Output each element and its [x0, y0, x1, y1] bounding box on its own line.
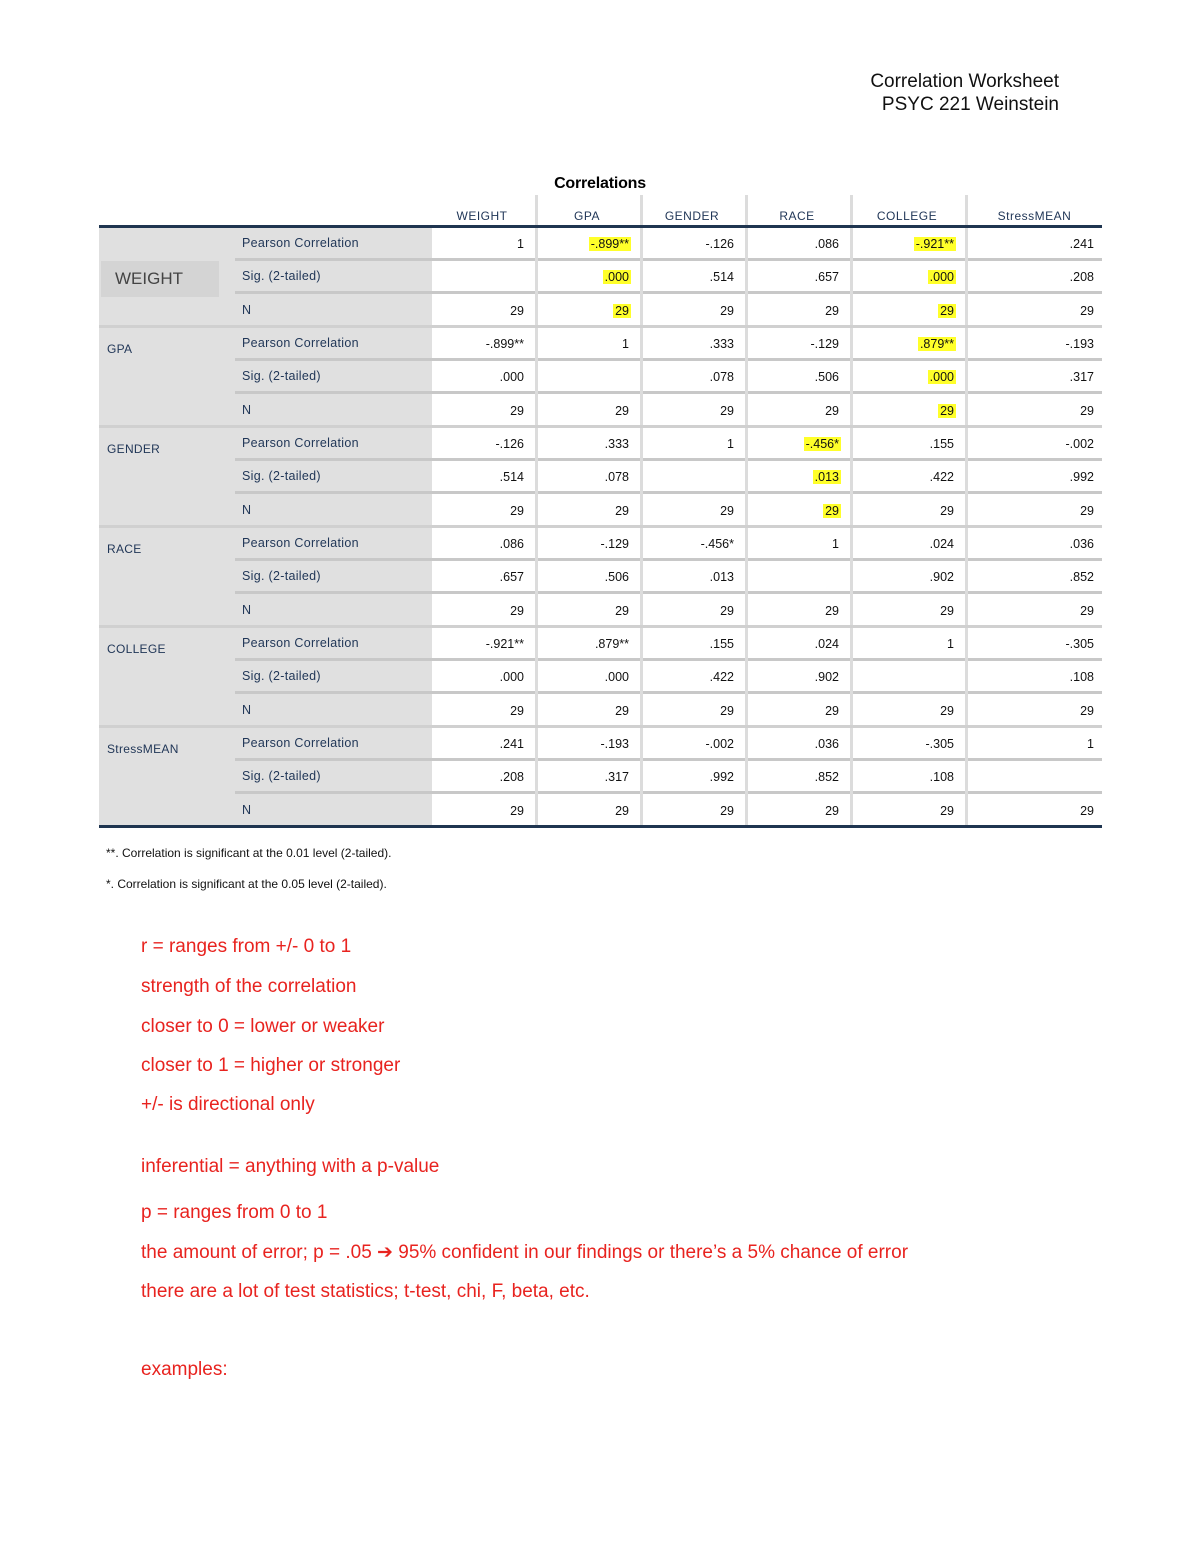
- cell-text: .078: [709, 370, 734, 384]
- cell-text: .208: [1069, 270, 1094, 284]
- cell-text: 29: [510, 504, 524, 518]
- cell-text: .852: [814, 770, 839, 784]
- cell-value: [852, 301, 956, 321]
- cell-value: [967, 634, 1096, 654]
- cell-value: [642, 767, 736, 787]
- cell-value: [537, 401, 631, 421]
- row-label: GPA: [107, 342, 133, 356]
- cell-text: .013: [814, 470, 839, 484]
- cell-value: [967, 567, 1096, 587]
- cell-text: 29: [615, 504, 629, 518]
- cell-value: [642, 634, 736, 654]
- cell-text: 1: [832, 537, 839, 551]
- cell-text: .422: [709, 670, 734, 684]
- cell-value: [852, 567, 956, 587]
- cell-text: .506: [604, 570, 629, 584]
- cell-value: [642, 801, 736, 821]
- cell-text: [952, 670, 956, 684]
- cell-text: 29: [825, 504, 839, 518]
- cell-value: [747, 267, 841, 287]
- cell-text: 29: [1080, 504, 1094, 518]
- cell-value: [967, 467, 1096, 487]
- cell-text: [732, 470, 736, 484]
- cell-value: [747, 501, 841, 521]
- cell-text: 29: [510, 304, 524, 318]
- cell-value: [642, 601, 736, 621]
- cell-text: 29: [615, 304, 629, 318]
- cell-text: 29: [825, 604, 839, 618]
- cell-text: -.305: [925, 737, 954, 751]
- cell-value: [432, 534, 526, 554]
- cell-text: -.305: [1065, 637, 1094, 651]
- cell-value: [537, 801, 631, 821]
- cell-value: [967, 434, 1096, 454]
- cell-text: 1: [517, 237, 524, 251]
- stat-row: [99, 495, 1102, 528]
- cell-value: [747, 301, 841, 321]
- stat-row: [99, 361, 1102, 394]
- row-label: WEIGHT: [101, 261, 219, 297]
- cell-value: [432, 801, 526, 821]
- cell-value: [642, 734, 736, 754]
- cell-text: -.456*: [700, 537, 734, 551]
- cell-value: [537, 367, 631, 387]
- cell-value: [747, 401, 841, 421]
- cell-value: [642, 334, 736, 354]
- cell-value: [642, 467, 736, 487]
- cell-value: [537, 501, 631, 521]
- stat-row: [99, 795, 1102, 828]
- correlations-table: [99, 195, 1102, 828]
- cell-text: -.129: [810, 337, 839, 351]
- stat-label: N: [242, 503, 252, 517]
- cell-value: [432, 634, 526, 654]
- cell-text: .514: [709, 270, 734, 284]
- stat-label: Sig. (2-tailed): [242, 369, 321, 383]
- cell-text: 29: [720, 304, 734, 318]
- footnote-001: **. Correlation is significant at the 0.01 level (2-tailed).: [106, 846, 392, 860]
- cell-text: 29: [1080, 804, 1094, 818]
- stat-row: [99, 628, 1102, 661]
- stat-row: [99, 695, 1102, 728]
- cell-text: -.126: [495, 437, 524, 451]
- cell-text: 29: [825, 404, 839, 418]
- note-line: r = ranges from +/- 0 to 1: [141, 936, 352, 957]
- cell-value: [432, 567, 526, 587]
- table-title: Correlations: [554, 175, 646, 192]
- cell-value: [537, 301, 631, 321]
- cell-text: -.456*: [805, 437, 839, 451]
- stat-label: N: [242, 403, 252, 417]
- cell-value: [967, 401, 1096, 421]
- cell-text: 1: [947, 637, 954, 651]
- cell-value: [432, 434, 526, 454]
- stat-row: [99, 261, 1102, 294]
- cell-text: .208: [499, 770, 524, 784]
- cell-value: [747, 334, 841, 354]
- stat-label: N: [242, 303, 252, 317]
- cell-text: 1: [1087, 737, 1094, 751]
- cell-value: [852, 434, 956, 454]
- cell-value: [642, 367, 736, 387]
- cell-text: 29: [1080, 404, 1094, 418]
- row-group-college: [99, 628, 1102, 728]
- cell-value: [432, 301, 526, 321]
- stat-label: Sig. (2-tailed): [242, 769, 321, 783]
- cell-text: -.899**: [590, 237, 629, 251]
- cell-text: 29: [720, 604, 734, 618]
- cell-value: [967, 801, 1096, 821]
- cell-text: .000: [929, 270, 954, 284]
- cell-value: [537, 267, 631, 287]
- cell-value: [747, 634, 841, 654]
- cell-text: .241: [499, 737, 524, 751]
- row-label: StressMEAN: [107, 742, 179, 756]
- cell-value: [852, 367, 956, 387]
- cell-value: [852, 701, 956, 721]
- cell-value: [432, 767, 526, 787]
- cell-text: .657: [814, 270, 839, 284]
- cell-text: 29: [940, 804, 954, 818]
- cell-value: [432, 367, 526, 387]
- stat-label: Pearson Correlation: [242, 436, 359, 450]
- row-group-gender: [99, 428, 1102, 528]
- cell-text: .013: [709, 570, 734, 584]
- cell-value: [747, 234, 841, 254]
- cell-text: .078: [604, 470, 629, 484]
- cell-text: .902: [814, 670, 839, 684]
- stat-row: [99, 395, 1102, 428]
- cell-text: 29: [940, 604, 954, 618]
- cell-text: 29: [1080, 704, 1094, 718]
- cell-value: [642, 667, 736, 687]
- cell-text: .108: [929, 770, 954, 784]
- cell-text: .506: [814, 370, 839, 384]
- cell-value: [747, 601, 841, 621]
- cell-text: 29: [615, 604, 629, 618]
- cell-value: [432, 467, 526, 487]
- cell-text: 29: [825, 704, 839, 718]
- column-header-college: COLLEGE: [876, 209, 938, 223]
- cell-text: 29: [940, 704, 954, 718]
- stat-row: [99, 595, 1102, 628]
- cell-value: [642, 701, 736, 721]
- cell-value: [747, 567, 841, 587]
- cell-value: [852, 401, 956, 421]
- stat-row: [99, 295, 1102, 328]
- cell-text: -.921**: [915, 237, 954, 251]
- stat-row: [99, 328, 1102, 361]
- cell-value: [747, 534, 841, 554]
- cell-value: [967, 734, 1096, 754]
- note-line: examples:: [141, 1359, 228, 1380]
- stat-label: Sig. (2-tailed): [242, 669, 321, 683]
- cell-text: 29: [1080, 604, 1094, 618]
- stat-label: Pearson Correlation: [242, 236, 359, 250]
- cell-value: [432, 234, 526, 254]
- cell-value: [852, 634, 956, 654]
- cell-text: 29: [720, 804, 734, 818]
- cell-value: [852, 467, 956, 487]
- stat-label: Pearson Correlation: [242, 636, 359, 650]
- cell-value: [967, 601, 1096, 621]
- cell-value: [537, 234, 631, 254]
- note-line: +/- is directional only: [141, 1094, 315, 1115]
- stat-row: [99, 661, 1102, 694]
- cell-value: [852, 334, 956, 354]
- stat-label: Sig. (2-tailed): [242, 569, 321, 583]
- cell-text: -.002: [705, 737, 734, 751]
- row-label: GENDER: [107, 442, 161, 456]
- row-label: COLLEGE: [107, 642, 166, 656]
- cell-value: [747, 667, 841, 687]
- cell-value: [432, 334, 526, 354]
- cell-value: [642, 434, 736, 454]
- cell-text: 29: [940, 404, 954, 418]
- cell-value: [747, 434, 841, 454]
- cell-value: [432, 501, 526, 521]
- cell-text: 29: [720, 504, 734, 518]
- cell-value: [967, 367, 1096, 387]
- cell-text: 29: [940, 304, 954, 318]
- cell-text: .422: [929, 470, 954, 484]
- cell-text: -.126: [705, 237, 734, 251]
- cell-value: [642, 534, 736, 554]
- cell-value: [432, 267, 526, 287]
- cell-value: [967, 334, 1096, 354]
- cell-text: .000: [604, 670, 629, 684]
- cell-value: [747, 734, 841, 754]
- note-line: inferential = anything with a p-value: [141, 1156, 440, 1177]
- cell-value: [852, 534, 956, 554]
- cell-value: [967, 701, 1096, 721]
- cell-text: [522, 270, 526, 284]
- cell-text: -.899**: [485, 337, 524, 351]
- cell-text: .879**: [594, 637, 629, 651]
- cell-value: [747, 701, 841, 721]
- cell-text: 29: [940, 504, 954, 518]
- header-course: PSYC 221 Weinstein: [881, 94, 1059, 115]
- cell-text: -.002: [1065, 437, 1094, 451]
- cell-value: [537, 601, 631, 621]
- cell-value: [537, 467, 631, 487]
- stat-label: Pearson Correlation: [242, 336, 359, 350]
- cell-text: 29: [510, 404, 524, 418]
- row-label: RACE: [107, 542, 142, 556]
- cell-value: [852, 501, 956, 521]
- cell-value: [432, 601, 526, 621]
- stat-label: N: [242, 603, 252, 617]
- row-group-race: [99, 528, 1102, 628]
- cell-text: 29: [720, 404, 734, 418]
- footnote-005: *. Correlation is significant at the 0.05 level (2-tailed).: [106, 877, 387, 891]
- cell-text: 29: [510, 604, 524, 618]
- cell-value: [852, 767, 956, 787]
- stat-row: [99, 561, 1102, 594]
- cell-value: [747, 467, 841, 487]
- cell-value: [642, 501, 736, 521]
- cell-text: 1: [727, 437, 734, 451]
- cell-text: .155: [929, 437, 954, 451]
- cell-text: .086: [499, 537, 524, 551]
- cell-value: [432, 667, 526, 687]
- cell-text: .155: [709, 637, 734, 651]
- cell-text: [1092, 770, 1096, 784]
- cell-text: -.921**: [485, 637, 524, 651]
- cell-text: -.193: [1065, 337, 1094, 351]
- cell-text: .024: [929, 537, 954, 551]
- cell-text: .000: [499, 370, 524, 384]
- stat-row: [99, 461, 1102, 494]
- cell-value: [537, 334, 631, 354]
- cell-value: [852, 734, 956, 754]
- cell-text: .000: [604, 270, 629, 284]
- stat-row: [99, 528, 1102, 561]
- cell-text: .333: [709, 337, 734, 351]
- cell-text: 29: [1080, 304, 1094, 318]
- cell-value: [642, 267, 736, 287]
- row-groups: [99, 228, 1102, 828]
- column-header-row: [99, 195, 1102, 228]
- note-line: closer to 1 = higher or stronger: [141, 1055, 401, 1076]
- cell-value: [537, 634, 631, 654]
- stat-label: Sig. (2-tailed): [242, 269, 321, 283]
- cell-text: .241: [1069, 237, 1094, 251]
- cell-value: [642, 301, 736, 321]
- cell-text: 1: [622, 337, 629, 351]
- cell-value: [967, 534, 1096, 554]
- cell-text: .036: [1069, 537, 1094, 551]
- cell-value: [747, 767, 841, 787]
- cell-value: [852, 801, 956, 821]
- cell-value: [537, 701, 631, 721]
- cell-value: [852, 234, 956, 254]
- note-line: p = ranges from 0 to 1: [141, 1202, 328, 1223]
- row-group-weight: [99, 228, 1102, 328]
- cell-value: [432, 734, 526, 754]
- cell-value: [432, 401, 526, 421]
- cell-value: [642, 234, 736, 254]
- column-header-gender: GENDER: [664, 209, 720, 223]
- stat-row: [99, 761, 1102, 794]
- cell-value: [642, 401, 736, 421]
- cell-text: .108: [1069, 670, 1094, 684]
- cell-text: 29: [615, 704, 629, 718]
- cell-value: [967, 501, 1096, 521]
- cell-text: .000: [929, 370, 954, 384]
- stat-row: [99, 228, 1102, 261]
- cell-value: [537, 567, 631, 587]
- cell-text: -.129: [600, 537, 629, 551]
- cell-text: [837, 570, 841, 584]
- cell-value: [852, 601, 956, 621]
- row-group-gpa: [99, 328, 1102, 428]
- cell-value: [967, 234, 1096, 254]
- cell-value: [747, 367, 841, 387]
- cell-text: .036: [814, 737, 839, 751]
- cell-text: .333: [604, 437, 629, 451]
- cell-text: 29: [825, 804, 839, 818]
- cell-text: .317: [1069, 370, 1094, 384]
- stat-label: Pearson Correlation: [242, 736, 359, 750]
- cell-text: [627, 370, 631, 384]
- cell-text: 29: [825, 304, 839, 318]
- note-line: the amount of error; p = .05 ➔ 95% confident in our findings or there’s a 5% chance of error: [141, 1242, 909, 1263]
- cell-text: -.193: [600, 737, 629, 751]
- cell-value: [537, 667, 631, 687]
- row-group-stressmean: [99, 728, 1102, 828]
- cell-value: [967, 301, 1096, 321]
- note-line: strength of the correlation: [141, 976, 357, 997]
- cell-text: .086: [814, 237, 839, 251]
- column-header-race: RACE: [779, 209, 815, 223]
- cell-value: [852, 267, 956, 287]
- note-line: closer to 0 = lower or weaker: [141, 1016, 385, 1037]
- cell-value: [537, 734, 631, 754]
- cell-text: 29: [720, 704, 734, 718]
- cell-text: 29: [615, 804, 629, 818]
- cell-value: [967, 267, 1096, 287]
- cell-value: [537, 534, 631, 554]
- cell-text: .024: [814, 637, 839, 651]
- cell-text: .514: [499, 470, 524, 484]
- stat-row: [99, 428, 1102, 461]
- stat-label: Sig. (2-tailed): [242, 469, 321, 483]
- cell-text: 29: [510, 704, 524, 718]
- document-header: [870, 70, 1059, 116]
- cell-text: .879**: [919, 337, 954, 351]
- column-header-weight: WEIGHT: [456, 209, 508, 223]
- header-title: Correlation Worksheet: [870, 71, 1059, 92]
- cell-value: [967, 667, 1096, 687]
- cell-value: [537, 434, 631, 454]
- cell-text: .317: [604, 770, 629, 784]
- stat-row: [99, 728, 1102, 761]
- cell-value: [537, 767, 631, 787]
- column-header-gpa: GPA: [574, 209, 600, 223]
- cell-value: [432, 701, 526, 721]
- column-header-stressmean: StressMEAN: [997, 209, 1072, 223]
- cell-value: [852, 667, 956, 687]
- cell-text: .992: [709, 770, 734, 784]
- cell-text: .852: [1069, 570, 1094, 584]
- cell-value: [642, 567, 736, 587]
- cell-text: 29: [615, 404, 629, 418]
- cell-value: [967, 767, 1096, 787]
- cell-text: .902: [929, 570, 954, 584]
- cell-text: .657: [499, 570, 524, 584]
- cell-text: .000: [499, 670, 524, 684]
- stat-label: N: [242, 703, 252, 717]
- stat-label: N: [242, 803, 252, 817]
- stat-label: Pearson Correlation: [242, 536, 359, 550]
- cell-value: [747, 801, 841, 821]
- cell-text: 29: [510, 804, 524, 818]
- note-line: there are a lot of test statistics; t-test, chi, F, beta, etc.: [141, 1281, 590, 1302]
- cell-text: .992: [1069, 470, 1094, 484]
